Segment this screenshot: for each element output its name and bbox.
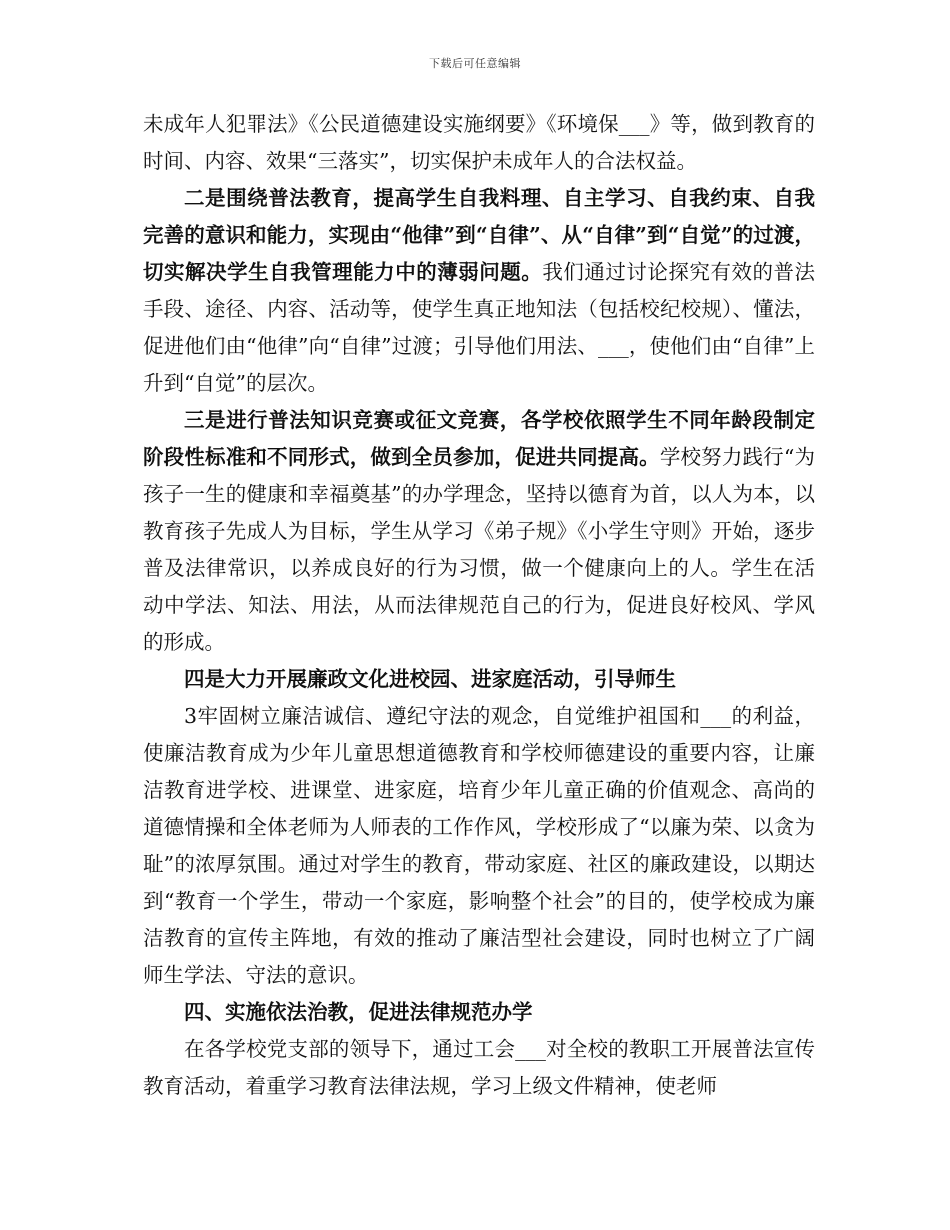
paragraph-text: 未成年人犯罪法》《公民道德建设实施纲要》《环境保___》等，做到教育的时间、内容、效果“三落实”，切实保护未成年人的合法权益。 [143, 112, 815, 173]
paragraph-lead: 四是大力开展廉政文化进校园、进家庭活动，引导师生 [184, 667, 676, 691]
section-heading: 四、实施依法治教，促进法律规范办学 [184, 1000, 533, 1024]
paragraph-section-four-body [143, 1031, 815, 1105]
paragraph-lead: 三是进行普法知识竞赛或征文竞赛，各学校依照学生不同年龄段制定阶段性标准和不同形式，做到全员参加，促进共同提高。 [143, 408, 815, 469]
paragraph-text: 我们通过讨论探究有效的普法手段、途径、内容、活动等，使学生真正地知法（包括校纪校规）、懂法，促进他们由“他律”向“自律”过渡；引导他们用法、___，使他们由“自律”上升到“自觉”的层次。 [143, 260, 816, 395]
paragraph-continuation [143, 106, 815, 180]
section-heading-four [143, 994, 815, 1031]
paragraph-point-two [143, 180, 815, 402]
document-body [143, 106, 815, 1105]
paragraph-point-four-heading [143, 661, 815, 698]
paragraph-lead: 二是围绕普法教育，提高学生自我料理、自主学习、自我约束、自我完善的意识和能力，实现由“他律”到“自律”、从“自律”到“自觉”的过渡，切实解决学生自我管理能力中的薄弱问题。 [143, 186, 815, 284]
paragraph-point-three [143, 402, 815, 661]
page-header: 下载后可任意编辑 [429, 57, 521, 70]
paragraph-text: 在各学校党支部的领导下，通过工会___对全校的教职工开展普法宣传教育活动，着重学习教育法律法规，学习上级文件精神，使老师 [143, 1037, 815, 1098]
paragraph-text: 3牢固树立廉洁诚信、遵纪守法的观念，自觉维护祖国和___的利益，使廉洁教育成为少年儿童思想道德教育和学校师德建设的重要内容，让廉洁教育进学校、进课堂、进家庭，培育少年儿童正确的价值观念、高尚的道德情操和全体老师为人师表的工作作风，学校形成了“以廉为荣、以贪为耻”的浓厚氛围。通过对学生的教育，带动家庭、社区的廉政建设，以期达到“教育一个学生，带动一个家庭，影响整个社会”的目的，使学校成为廉洁教育的宣传主阵地，有效的推动了廉洁型社会建设，同时也树立了广阔师生学法、守法的意识。 [143, 704, 815, 987]
paragraph-text: 学校努力践行“为孩子一生的健康和幸福奠基”的办学理念，坚持以德育为首，以人为本，以教育孩子先成人为目标，学生从学习《弟子规》《小学生守则》开始，逐步普及法律常识，以养成良好的行为习惯，做一个健康向上的人。学生在活动中学法、知法、用法，从而法律规范自己的行为，促进良好校风、学风的形成。 [143, 445, 815, 654]
paragraph-point-four-body [143, 698, 815, 994]
